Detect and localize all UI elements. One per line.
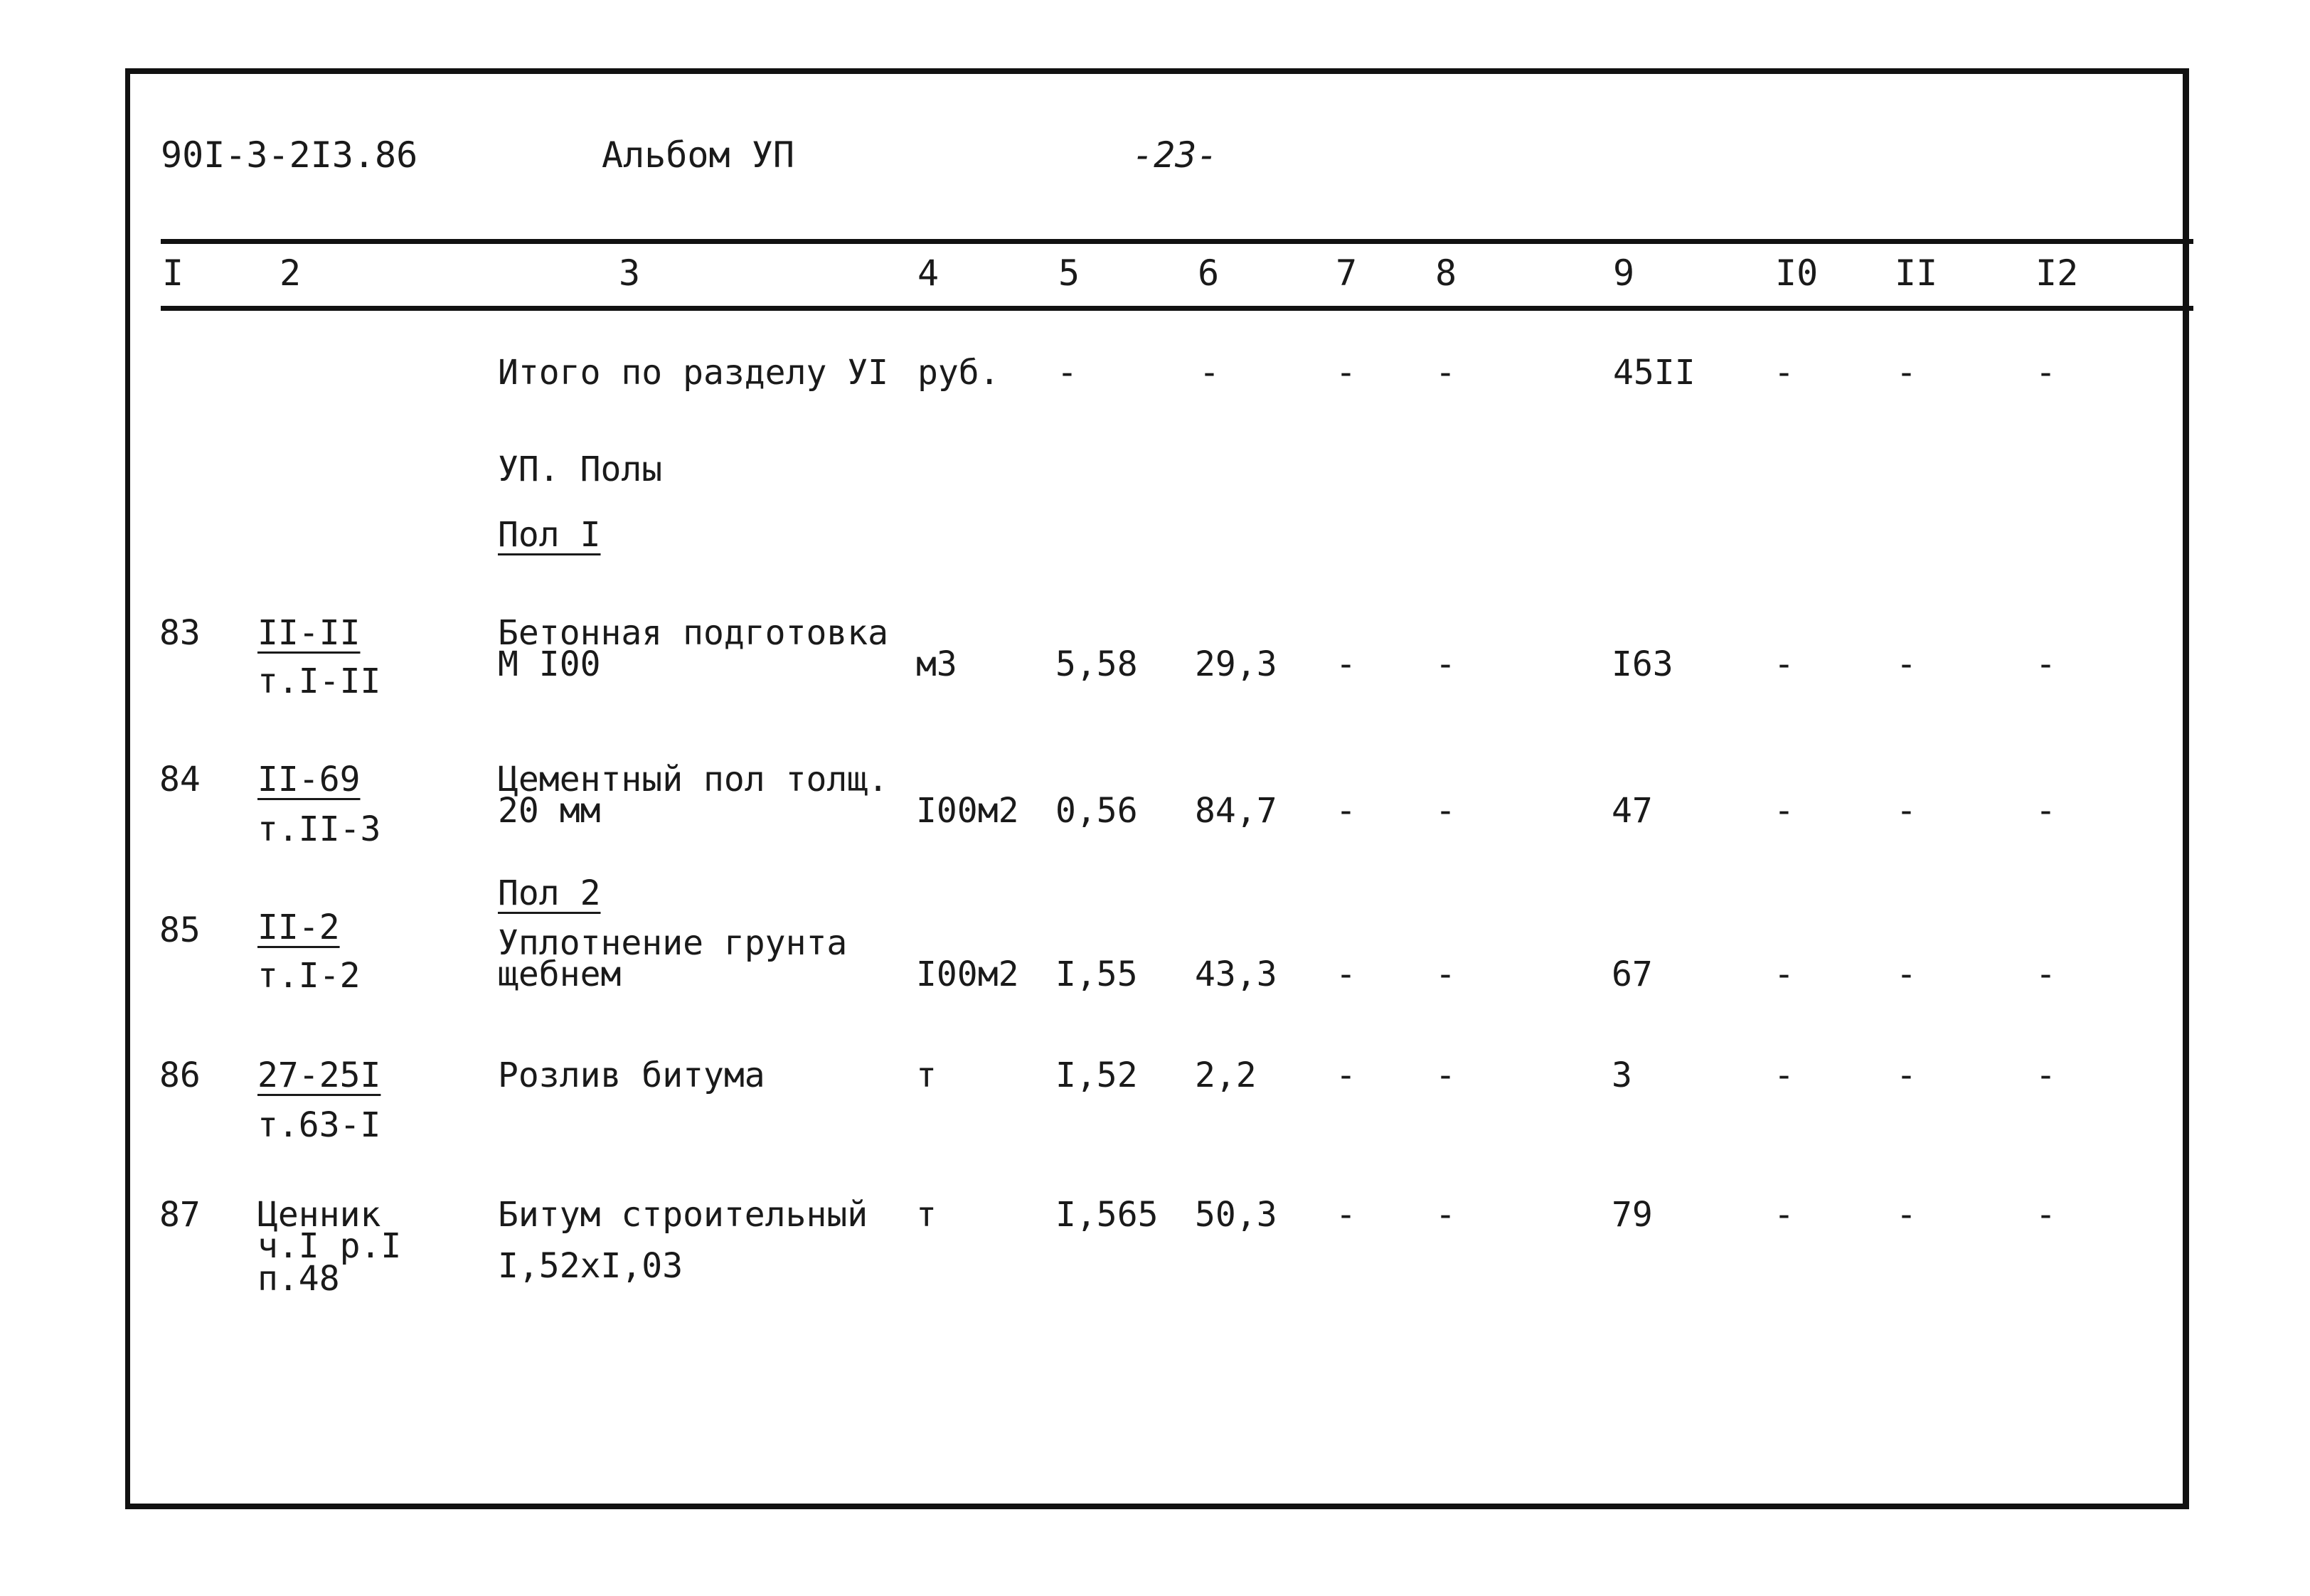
total-c10: - xyxy=(1774,353,1794,393)
row-name: Уплотнение грунта xyxy=(498,923,848,963)
row-code-sub: ч.I р.I xyxy=(257,1226,402,1266)
total-c6: - xyxy=(1199,353,1220,393)
column-header: 4 xyxy=(917,252,940,294)
row-c5: I,565 xyxy=(1055,1195,1159,1235)
row-unit: I00м2 xyxy=(916,954,1019,994)
row-c7: - xyxy=(1336,644,1356,684)
row-c8: - xyxy=(1435,954,1456,994)
column-header: 2 xyxy=(280,252,302,294)
row-c11: - xyxy=(1896,954,1917,994)
column-header: 8 xyxy=(1435,252,1457,294)
row-c6: 2,2 xyxy=(1195,1055,1257,1095)
total-c8: - xyxy=(1435,353,1456,393)
row-unit: м3 xyxy=(916,644,957,684)
section-title: УП. Полы xyxy=(498,449,663,489)
row-c8: - xyxy=(1435,791,1456,831)
column-header: 5 xyxy=(1058,252,1080,294)
column-header: 3 xyxy=(619,252,641,294)
row-unit: т xyxy=(916,1055,937,1095)
total-c7: - xyxy=(1336,353,1356,393)
row-name-line2: М I00 xyxy=(498,644,601,684)
row-c9: 67 xyxy=(1612,954,1653,994)
row-number: 86 xyxy=(159,1055,201,1095)
total-name: Итого по разделу УI xyxy=(498,353,889,393)
row-code-sub2: п.48 xyxy=(257,1259,340,1299)
row-c5: I,55 xyxy=(1055,954,1138,994)
row-code-sub: т.I-2 xyxy=(257,956,361,996)
row-code: Ценник xyxy=(257,1195,381,1235)
row-c7: - xyxy=(1336,791,1356,831)
row-c10: - xyxy=(1774,791,1794,831)
row-c11: - xyxy=(1896,1195,1917,1235)
header-top-rule xyxy=(161,239,2193,244)
row-c11: - xyxy=(1896,1055,1917,1095)
page-frame xyxy=(125,68,2189,1509)
row-c12: - xyxy=(2035,1195,2056,1235)
subsection-title: Пол I xyxy=(498,515,601,555)
row-number: 83 xyxy=(159,613,201,653)
row-c7: - xyxy=(1336,954,1356,994)
row-c5: 5,58 xyxy=(1055,644,1138,684)
column-header: I xyxy=(162,252,184,294)
column-header: 6 xyxy=(1198,252,1220,294)
column-header: II xyxy=(1895,252,1938,294)
row-c12: - xyxy=(2035,644,2056,684)
row-unit: I00м2 xyxy=(916,791,1019,831)
column-header: 9 xyxy=(1613,252,1635,294)
row-c7: - xyxy=(1336,1195,1356,1235)
row-code: II-69 xyxy=(257,760,361,799)
row-c6: 84,7 xyxy=(1195,791,1277,831)
row-unit: т xyxy=(916,1195,937,1235)
row-code-sub: т.II-3 xyxy=(257,809,381,849)
row-name: Розлив битума xyxy=(498,1055,765,1095)
page-number: -23- xyxy=(1132,134,1218,176)
column-header: I0 xyxy=(1775,252,1819,294)
row-code-sub: т.63-I xyxy=(257,1105,381,1145)
row-c10: - xyxy=(1774,954,1794,994)
row-name-line2: 20 мм xyxy=(498,791,601,831)
row-c11: - xyxy=(1896,791,1917,831)
row-name-line2: I,52xI,03 xyxy=(498,1246,683,1286)
row-name: Цементный пол толщ. xyxy=(498,760,889,799)
row-c9: 3 xyxy=(1612,1055,1632,1095)
row-c8: - xyxy=(1435,1055,1456,1095)
row-c12: - xyxy=(2035,791,2056,831)
subsection-title: Пол 2 xyxy=(498,873,601,913)
doc-code: 90I-3-2I3.86 xyxy=(161,134,418,176)
row-c5: I,52 xyxy=(1055,1055,1138,1095)
row-c9: 79 xyxy=(1612,1195,1653,1235)
row-c10: - xyxy=(1774,1195,1794,1235)
row-code: II-2 xyxy=(257,908,340,947)
row-name: Битум строительный xyxy=(498,1195,868,1235)
row-c9: 47 xyxy=(1612,791,1653,831)
total-c9: 45II xyxy=(1613,353,1696,393)
row-number: 87 xyxy=(159,1195,201,1235)
row-c11: - xyxy=(1896,644,1917,684)
row-c6: 29,3 xyxy=(1195,644,1277,684)
column-header: I2 xyxy=(2035,252,2079,294)
row-c10: - xyxy=(1774,644,1794,684)
row-c9: I63 xyxy=(1612,644,1673,684)
column-header: 7 xyxy=(1336,252,1358,294)
total-c5: - xyxy=(1057,353,1077,393)
row-code-sub: т.I-II xyxy=(257,661,381,701)
header-bottom-rule xyxy=(161,306,2193,311)
row-number: 84 xyxy=(159,760,201,799)
row-c12: - xyxy=(2035,954,2056,994)
row-c8: - xyxy=(1435,1195,1456,1235)
row-name-line2: щебнем xyxy=(498,954,622,994)
row-c12: - xyxy=(2035,1055,2056,1095)
row-c10: - xyxy=(1774,1055,1794,1095)
row-c8: - xyxy=(1435,644,1456,684)
row-name: Бетонная подготовка xyxy=(498,613,889,653)
row-c5: 0,56 xyxy=(1055,791,1138,831)
row-code: 27-25I xyxy=(257,1055,381,1095)
total-c11: - xyxy=(1896,353,1917,393)
row-code: II-II xyxy=(257,613,361,653)
row-c6: 50,3 xyxy=(1195,1195,1277,1235)
row-c7: - xyxy=(1336,1055,1356,1095)
total-c12: - xyxy=(2035,353,2056,393)
album-label: Альбом УП xyxy=(602,134,794,176)
total-unit: руб. xyxy=(917,353,1000,393)
row-c6: 43,3 xyxy=(1195,954,1277,994)
row-number: 85 xyxy=(159,910,201,950)
